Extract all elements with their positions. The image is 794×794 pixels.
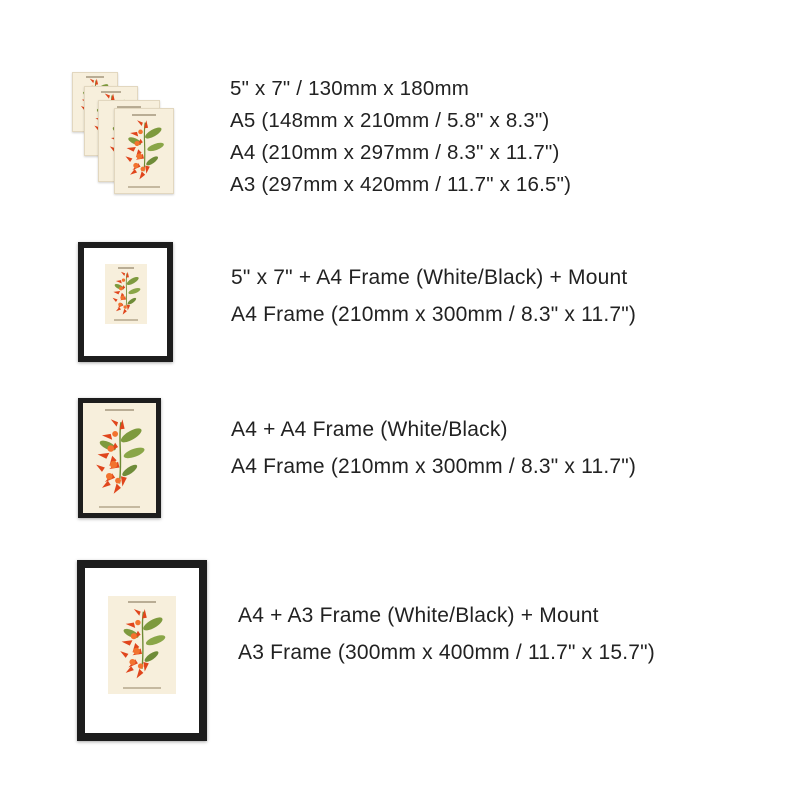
framed-print-with-mount-image bbox=[78, 242, 173, 362]
frame-size: A3 Frame (300mm x 400mm / 11.7" x 15.7") bbox=[238, 641, 655, 664]
print-artwork bbox=[83, 403, 156, 513]
frame-option-text bbox=[231, 411, 636, 485]
option-title: 5" x 7" + A4 Frame (White/Black) + Mount bbox=[231, 266, 628, 289]
size-line: A4 (210mm x 297mm / 8.3" x 11.7") bbox=[230, 141, 560, 164]
print-artwork bbox=[105, 264, 147, 324]
print-a3 bbox=[114, 108, 174, 194]
stacked-prints-image bbox=[72, 72, 172, 194]
print-artwork bbox=[108, 596, 176, 694]
option-title: A4 + A4 Frame (White/Black) bbox=[231, 418, 508, 441]
framed-print-image bbox=[78, 398, 161, 518]
frame-size: A4 Frame (210mm x 300mm / 8.3" x 11.7") bbox=[231, 455, 637, 478]
size-line: 5" x 7" / 130mm x 180mm bbox=[230, 77, 470, 100]
large-framed-print-with-mount-image bbox=[77, 560, 207, 741]
frame-option-text bbox=[231, 259, 636, 333]
frame-option-text bbox=[238, 597, 655, 671]
size-line: A5 (148mm x 210mm / 5.8" x 8.3") bbox=[230, 109, 550, 132]
prints-size-list bbox=[230, 73, 571, 201]
size-line: A3 (297mm x 420mm / 11.7" x 16.5") bbox=[230, 173, 572, 196]
frame-size: A4 Frame (210mm x 300mm / 8.3" x 11.7") bbox=[231, 303, 637, 326]
option-title: A4 + A3 Frame (White/Black) + Mount bbox=[238, 604, 599, 627]
